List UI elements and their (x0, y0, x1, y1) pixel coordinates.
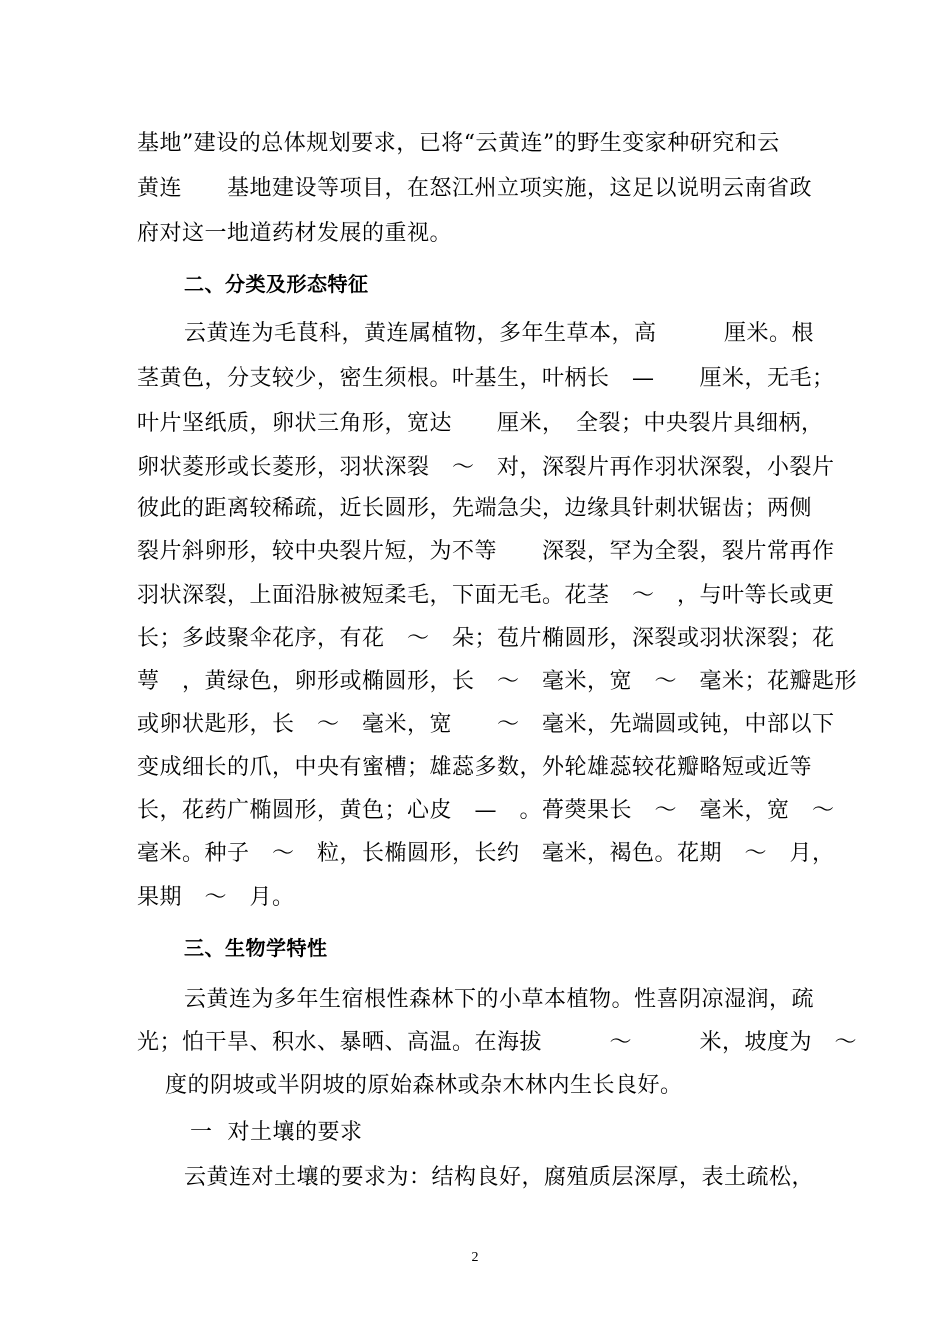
paragraph-line: 羽状深裂，上面沿脉被短柔毛，下面无毛。花茎 ～ ，与叶等长或更 (137, 583, 835, 608)
paragraph-line: 果期 ～ 月。 (137, 885, 295, 910)
paragraph-line: 云黄连为多年生宿根性森林下的小草本植物。性喜阴凉湿润，疏 (184, 987, 815, 1012)
paragraph-line: 云黄连对土壤的要求为：结构良好，腐殖质层深厚，表土疏松， (184, 1165, 815, 1190)
paragraph-line: 彼此的距离较稀疏，近长圆形，先端急尖，边缘具针刺状锯齿；两侧 (137, 496, 813, 521)
paragraph-line: 叶片坚纸质，卵状三角形，宽达 厘米， 全裂；中央裂片具细柄， (137, 411, 824, 436)
page-number: 2 (471, 1250, 479, 1265)
subsection-heading: 一 对土壤的要求 (190, 1120, 363, 1145)
section-heading: 二、分类及形态特征 (184, 272, 369, 296)
paragraph-line: 萼 ，黄绿色，卵形或椭圆形，长 ～ 毫米，宽 ～ 毫米；花瓣匙形 (137, 669, 858, 694)
paragraph-line: 基地”建设的总体规划要求，已将“云黄连”的野生变家种研究和云 (137, 131, 780, 156)
paragraph-line: 长，花药广椭圆形，黄色；心皮 — 。蓇葖果长 ～ 毫米，宽 ～ (137, 798, 835, 823)
paragraph-line: 府对这一地道药材发展的重视。 (137, 221, 453, 246)
paragraph-line: 变成细长的爪，中央有蜜槽；雄蕊多数，外轮雄蕊较花瓣略短或近等 (137, 755, 813, 780)
paragraph-line: 毫米。种子 ～ 粒，长椭圆形，长约 毫米，褐色。花期 ～ 月， (137, 841, 835, 866)
paragraph-line: 黄连 基地建设等项目，在怒江州立项实施，这足以说明云南省政 (137, 176, 813, 201)
section-heading: 三、生物学特性 (184, 936, 328, 960)
paragraph-line: 卵状菱形或长菱形，羽状深裂 ～ 对，深裂片再作羽状深裂，小裂片 (137, 455, 835, 480)
paragraph-line: 度的阴坡或半阴坡的原始森林或杂木林内生长良好。 (165, 1073, 683, 1098)
paragraph-line: 或卵状匙形，长 ～ 毫米，宽 ～ 毫米，先端圆或钝，中部以下 (137, 712, 835, 737)
paragraph-line: 云黄连为毛茛科，黄连属植物，多年生草本，高 厘米。根 (184, 321, 815, 346)
paragraph-line: 光；怕干旱、积水、暴晒、高温。在海拔 ～ 米，坡度为 ～ (137, 1030, 858, 1055)
paragraph-line: 长；多歧聚伞花序，有花 ～ 朵；苞片椭圆形，深裂或羽状深裂；花 (137, 626, 835, 651)
paragraph-line: 茎黄色，分支较少，密生须根。叶基生，叶柄长 — 厘米，无毛； (137, 366, 835, 391)
paragraph-line: 裂片斜卵形，较中央裂片短，为不等 深裂，罕为全裂，裂片常再作 (137, 539, 835, 564)
